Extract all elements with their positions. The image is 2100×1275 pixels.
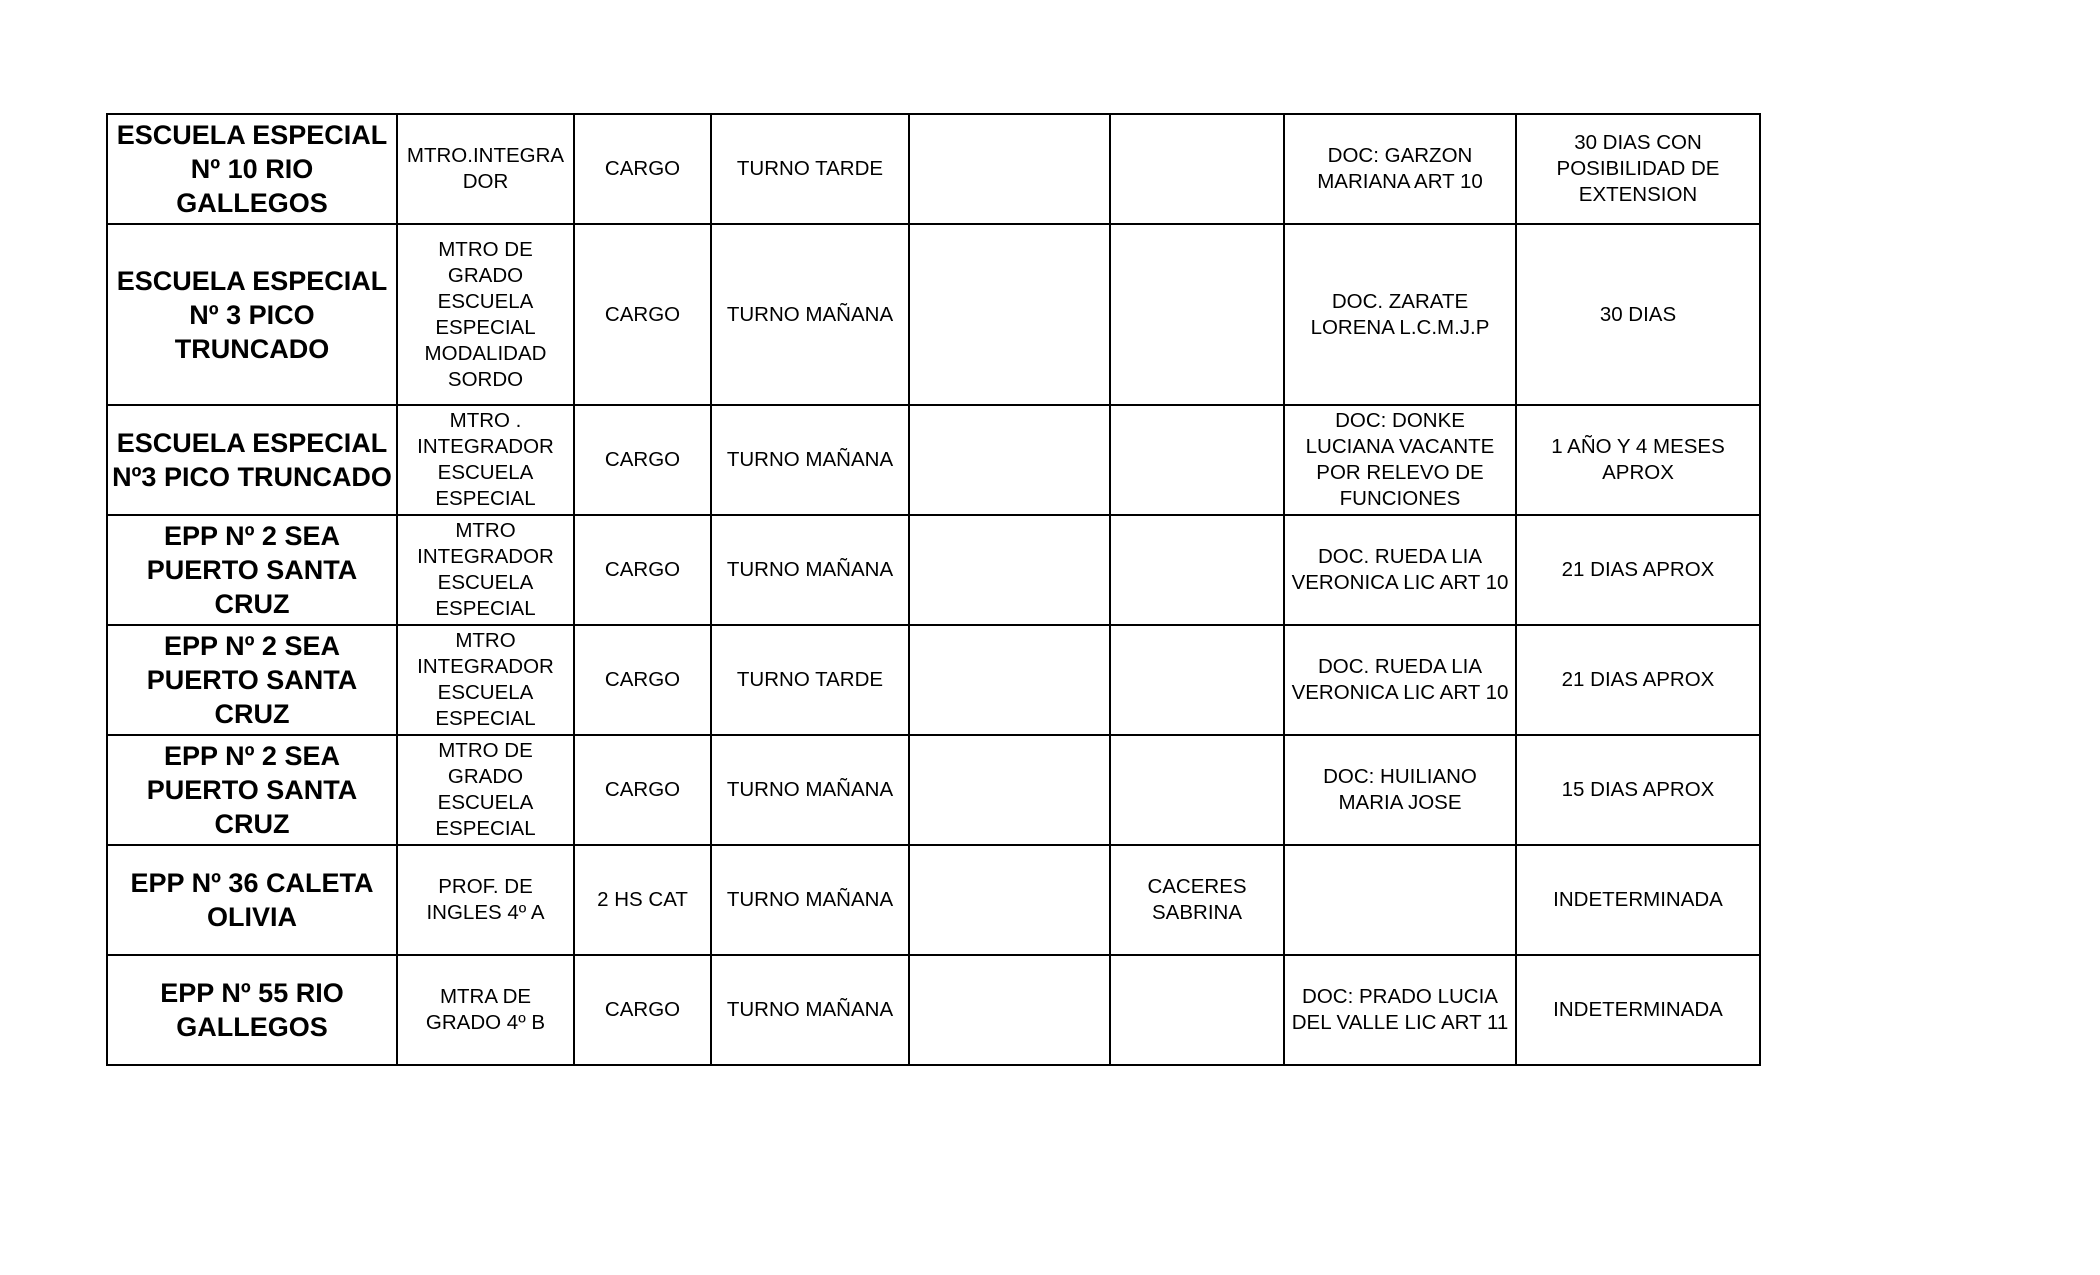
replacing-cell: DOC: DONKE LUCIANA VACANTE POR RELEVO DE FUNCIONES: [1284, 405, 1516, 515]
table-row: [107, 735, 1760, 845]
shift-cell: TURNO MAÑANA: [711, 845, 909, 955]
table-row: [107, 845, 1760, 955]
duration-cell: 30 DIAS CON POSIBILIDAD DE EXTENSION: [1516, 114, 1760, 224]
shift-cell: TURNO MAÑANA: [711, 515, 909, 625]
school-cell: EPP Nº 2 SEA PUERTO SANTA CRUZ: [107, 735, 397, 845]
school-cell: EPP Nº 2 SEA PUERTO SANTA CRUZ: [107, 515, 397, 625]
replacing-cell: DOC: HUILIANO MARIA JOSE: [1284, 735, 1516, 845]
shift-cell: TURNO MAÑANA: [711, 955, 909, 1065]
empty-cell: [909, 955, 1110, 1065]
table-row: [107, 955, 1760, 1065]
type-cell: CARGO: [574, 515, 711, 625]
duration-cell: 21 DIAS APROX: [1516, 515, 1760, 625]
duration-cell: 15 DIAS APROX: [1516, 735, 1760, 845]
appointee-cell: [1110, 515, 1284, 625]
position-cell: MTRO DE GRADO ESCUELA ESPECIAL: [397, 735, 574, 845]
school-cell: EPP Nº 55 RIO GALLEGOS: [107, 955, 397, 1065]
school-cell: ESCUELA ESPECIAL Nº 10 RIO GALLEGOS: [107, 114, 397, 224]
table-row: [107, 224, 1760, 405]
empty-cell: [909, 845, 1110, 955]
position-cell: MTRO INTEGRADOR ESCUELA ESPECIAL: [397, 625, 574, 735]
position-cell: PROF. DE INGLES 4º A: [397, 845, 574, 955]
replacing-cell: [1284, 845, 1516, 955]
type-cell: CARGO: [574, 625, 711, 735]
appointee-cell: [1110, 955, 1284, 1065]
table-row: [107, 114, 1760, 224]
table-row: [107, 405, 1760, 515]
empty-cell: [909, 735, 1110, 845]
position-cell: MTRA DE GRADO 4º B: [397, 955, 574, 1065]
duration-cell: 21 DIAS APROX: [1516, 625, 1760, 735]
duration-cell: INDETERMINADA: [1516, 955, 1760, 1065]
table-row: [107, 625, 1760, 735]
replacing-cell: DOC. RUEDA LIA VERONICA LIC ART 10: [1284, 625, 1516, 735]
school-cell: EPP Nº 2 SEA PUERTO SANTA CRUZ: [107, 625, 397, 735]
replacing-cell: DOC. ZARATE LORENA L.C.M.J.P: [1284, 224, 1516, 405]
position-cell: MTRO INTEGRADOR ESCUELA ESPECIAL: [397, 515, 574, 625]
empty-cell: [909, 224, 1110, 405]
school-cell: ESCUELA ESPECIAL Nº 3 PICO TRUNCADO: [107, 224, 397, 405]
shift-cell: TURNO TARDE: [711, 625, 909, 735]
appointee-cell: [1110, 735, 1284, 845]
duration-cell: 1 AÑO Y 4 MESES APROX: [1516, 405, 1760, 515]
shift-cell: TURNO MAÑANA: [711, 224, 909, 405]
position-cell: MTRO.INTEGRA DOR: [397, 114, 574, 224]
empty-cell: [909, 515, 1110, 625]
appointee-cell: CACERES SABRINA: [1110, 845, 1284, 955]
empty-cell: [909, 114, 1110, 224]
duration-cell: INDETERMINADA: [1516, 845, 1760, 955]
shift-cell: TURNO MAÑANA: [711, 405, 909, 515]
appointee-cell: [1110, 114, 1284, 224]
shift-cell: TURNO MAÑANA: [711, 735, 909, 845]
replacing-cell: DOC. RUEDA LIA VERONICA LIC ART 10: [1284, 515, 1516, 625]
empty-cell: [909, 625, 1110, 735]
school-cell: EPP Nº 36 CALETA OLIVIA: [107, 845, 397, 955]
empty-cell: [909, 405, 1110, 515]
appointee-cell: [1110, 224, 1284, 405]
replacing-cell: DOC: PRADO LUCIA DEL VALLE LIC ART 11: [1284, 955, 1516, 1065]
type-cell: CARGO: [574, 405, 711, 515]
duration-cell: 30 DIAS: [1516, 224, 1760, 405]
appointee-cell: [1110, 405, 1284, 515]
type-cell: CARGO: [574, 735, 711, 845]
position-cell: MTRO . INTEGRADOR ESCUELA ESPECIAL: [397, 405, 574, 515]
type-cell: CARGO: [574, 955, 711, 1065]
replacing-cell: DOC: GARZON MARIANA ART 10: [1284, 114, 1516, 224]
table-row: [107, 515, 1760, 625]
type-cell: CARGO: [574, 224, 711, 405]
appointee-cell: [1110, 625, 1284, 735]
shift-cell: TURNO TARDE: [711, 114, 909, 224]
type-cell: CARGO: [574, 114, 711, 224]
position-cell: MTRO DE GRADO ESCUELA ESPECIAL MODALIDAD SORDO: [397, 224, 574, 405]
vacancy-table: [106, 113, 1761, 1066]
school-cell: ESCUELA ESPECIAL Nº3 PICO TRUNCADO: [107, 405, 397, 515]
type-cell: 2 HS CAT: [574, 845, 711, 955]
